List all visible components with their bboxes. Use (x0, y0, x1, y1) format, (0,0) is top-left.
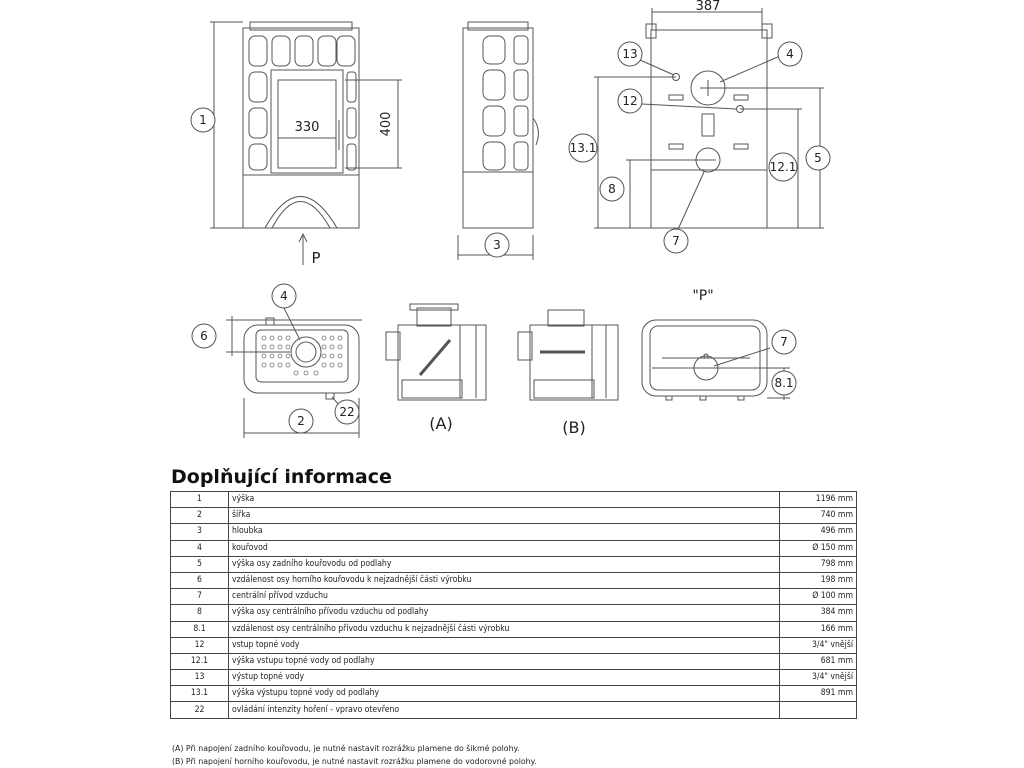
table-row (171, 670, 857, 686)
dim-387: 387 (695, 0, 721, 14)
row-value: 740 mm (780, 508, 857, 524)
row-value: 166 mm (780, 621, 857, 637)
row-desc: hloubka (229, 524, 780, 540)
row-value (780, 702, 857, 718)
footnote-b: (B) Při napojení horního kouřovodu, je nutné nastavit rozrážku plamene do vodorovné polohy. (172, 756, 537, 766)
front-view (210, 22, 402, 265)
row-code: 2 (171, 508, 229, 524)
view-p (642, 320, 790, 400)
footnote-a: (A) Při napojení zadního kouřovodu, je nutné nastavit rozrážku plamene do šikmé polohy. (172, 744, 520, 753)
row-code: 12.1 (171, 653, 229, 669)
row-desc: ovládání intenzity hoření - vpravo otevřeno (229, 702, 780, 718)
label-22: 22 (339, 405, 355, 419)
row-value: 384 mm (780, 605, 857, 621)
info-table (170, 491, 857, 719)
table-row (171, 653, 857, 669)
table-row (171, 540, 857, 556)
label-4: 4 (786, 47, 794, 61)
label-8: 8 (608, 182, 616, 196)
row-value: 3/4" vnější (780, 670, 857, 686)
row-desc: kouřovod (229, 540, 780, 556)
section-title: Doplňující informace (171, 466, 392, 488)
row-code: 12 (171, 637, 229, 653)
row-desc: výška vstupu topné vody od podlahy (229, 653, 780, 669)
label-4-plan: 4 (280, 289, 288, 303)
row-code: 22 (171, 702, 229, 718)
label-5: 5 (814, 151, 822, 165)
label-6: 6 (200, 329, 208, 343)
row-value: 1196 mm (780, 492, 857, 508)
table-row (171, 556, 857, 572)
label-13: 13 (622, 47, 638, 61)
label-2: 2 (297, 414, 305, 428)
row-desc: výška výstupu topné vody od podlahy (229, 686, 780, 702)
arrow-p-label: P (311, 249, 321, 267)
row-code: 8.1 (171, 621, 229, 637)
row-desc: vzdálenost osy centrálního přívodu vzduchu k nejzadnější části výrobku (229, 621, 780, 637)
row-code: 13.1 (171, 686, 229, 702)
row-value: Ø 150 mm (780, 540, 857, 556)
label-13-1: 13.1 (569, 141, 597, 155)
row-value: Ø 100 mm (780, 589, 857, 605)
row-desc: výška osy zadního kouřovodu od podlahy (229, 556, 780, 572)
label-12-1: 12.1 (769, 160, 797, 174)
label-1: 1 (199, 113, 207, 127)
footnotes (172, 743, 537, 768)
row-code: 8 (171, 605, 229, 621)
section-b-label: (B) (562, 418, 586, 437)
side-view (458, 22, 538, 260)
section-a-view (386, 304, 486, 400)
table-row (171, 589, 857, 605)
section-b-view (518, 310, 618, 400)
table-row (171, 492, 857, 508)
row-desc: výška osy centrálního přívodu vzduchu od podlahy (229, 605, 780, 621)
dim-330: 330 (294, 120, 320, 135)
table-row (171, 702, 857, 718)
row-code: 3 (171, 524, 229, 540)
row-desc: vzdálenost osy horního kouřovodu k nejzadnější části výrobku (229, 572, 780, 588)
row-code: 13 (171, 670, 229, 686)
row-desc: šířka (229, 508, 780, 524)
row-desc: výška (229, 492, 780, 508)
row-value: 198 mm (780, 572, 857, 588)
row-value: 798 mm (780, 556, 857, 572)
row-value: 496 mm (780, 524, 857, 540)
row-desc: centrální přívod vzduchu (229, 589, 780, 605)
dim-400: 400 (379, 111, 394, 137)
row-desc: výstup topné vody (229, 670, 780, 686)
table-row (171, 524, 857, 540)
row-code: 4 (171, 540, 229, 556)
label-7: 7 (672, 234, 680, 248)
label-7-p: 7 (780, 335, 788, 349)
row-code: 6 (171, 572, 229, 588)
row-value: 681 mm (780, 653, 857, 669)
row-code: 5 (171, 556, 229, 572)
view-p-label: "P" (692, 288, 714, 304)
label-8-1: 8.1 (774, 376, 794, 390)
label-3: 3 (493, 238, 501, 252)
row-desc: vstup topné vody (229, 637, 780, 653)
table-row (171, 605, 857, 621)
table-row (171, 621, 857, 637)
table-row (171, 637, 857, 653)
table-row (171, 572, 857, 588)
section-a-label: (A) (429, 414, 453, 433)
row-code: 1 (171, 492, 229, 508)
table-row (171, 508, 857, 524)
table-row (171, 686, 857, 702)
row-value: 3/4" vnější (780, 637, 857, 653)
label-12: 12 (622, 94, 638, 108)
row-value: 891 mm (780, 686, 857, 702)
row-code: 7 (171, 589, 229, 605)
